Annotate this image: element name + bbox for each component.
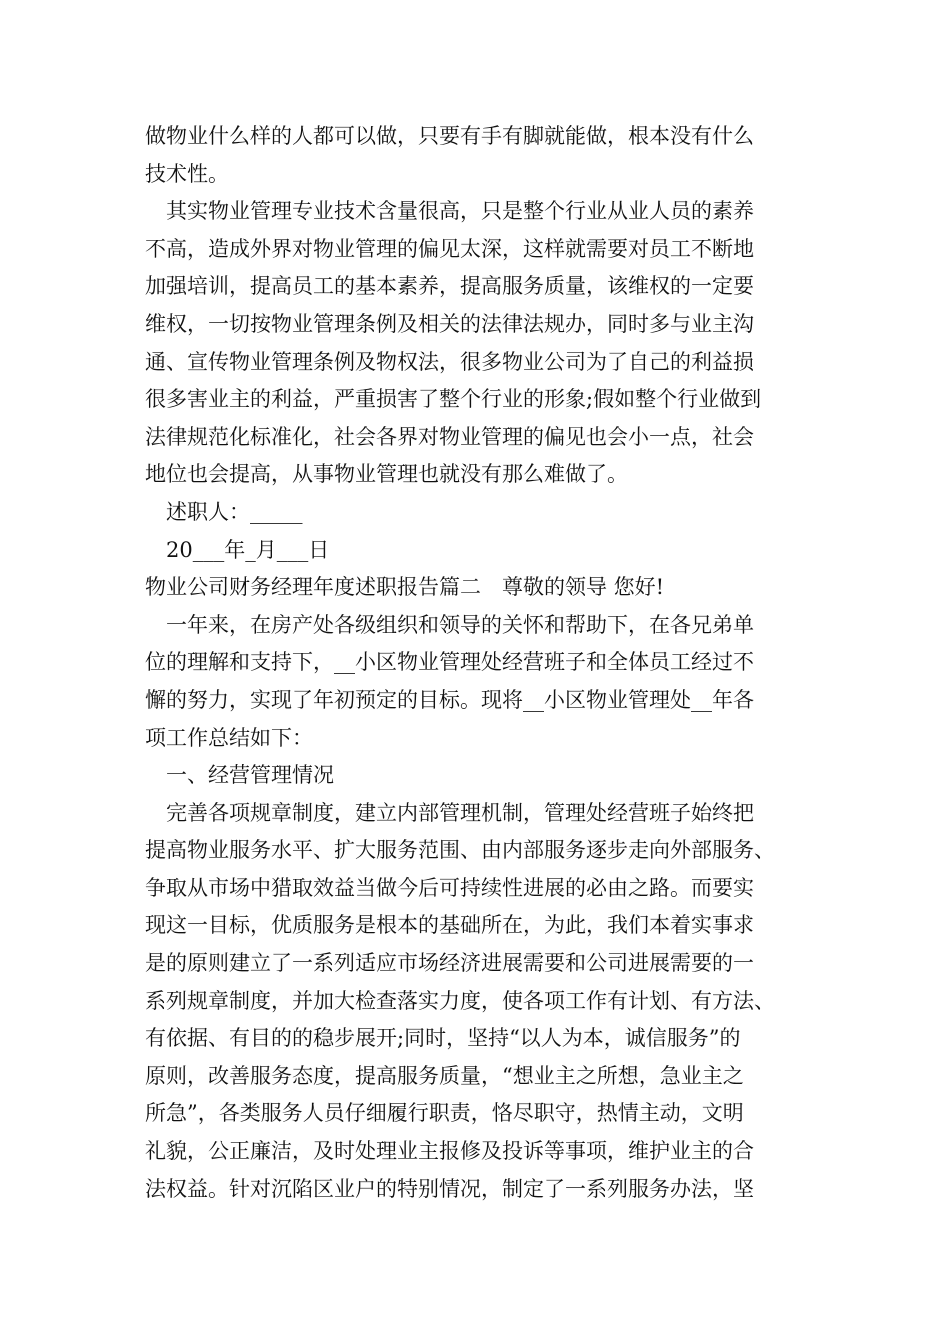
- text-line: 位的理解和支持下，__小区物业管理处经营班子和全体员工经过不: [145, 650, 754, 675]
- text-line: 通、宣传物业管理条例及物权法，很多物业公司为了自己的利益损: [145, 349, 754, 374]
- text-line: 争取从市场中猎取效益当做今后可持续性进展的必由之路。而要实: [145, 875, 754, 900]
- text-line: 懈的努力，实现了年初预定的目标。现将__小区物业管理处__年各: [145, 687, 754, 712]
- text-line: 法权益。针对沉陷区业户的特别情况，制定了一系列服务办法，坚: [145, 1176, 754, 1201]
- text-line: 加强培训，提高员工的基本素养，提高服务质量，该维权的一定要: [145, 274, 754, 299]
- signature-line: 述职人：_____: [166, 499, 303, 524]
- text-line: 项工作总结如下：: [145, 725, 313, 750]
- text-line: 做物业什么样的人都可以做，只要有手有脚就能做，根本没有什么: [145, 124, 754, 148]
- text-line: 原则，改善服务态度，提高服务质量，“想业主之所想，急业主之: [145, 1063, 744, 1088]
- text-line: 不高，造成外界对物业管理的偏见太深，这样就需要对员工不断地: [145, 236, 754, 261]
- section-title-line: 物业公司财务经理年度述职报告篇二 尊敬的领导 您好!: [145, 575, 665, 600]
- text-line: 技术性。: [145, 161, 229, 186]
- section-heading-line: 一、经营管理情况: [166, 763, 334, 788]
- text-line: 法律规范化标准化，社会各界对物业管理的偏见也会小一点，社会: [145, 424, 754, 449]
- paragraph-start-line: 完善各项规章制度，建立内部管理机制，管理处经营班子始终把: [166, 800, 754, 825]
- text-line: 提高物业服务水平、扩大服务范围、由内部服务逐步走向外部服务、: [145, 838, 775, 863]
- text-line: 礼貌，公正廉洁，及时处理业主报修及投诉等事项，维护业主的合: [145, 1139, 754, 1164]
- text-line: 地位也会提高，从事物业管理也就没有那么难做了。: [145, 462, 628, 487]
- text-line: 现这一目标，优质服务是根本的基础所在，为此，我们本着实事求: [145, 913, 754, 938]
- document-body: [145, 118, 835, 1208]
- paragraph-start-line: 一年来，在房产处各级组织和领导的关怀和帮助下，在各兄弟单: [166, 612, 754, 637]
- text-line: 很多害业主的利益，严重损害了整个行业的形象;假如整个行业做到: [145, 387, 762, 412]
- text-line: 系列规章制度，并加大检查落实力度，使各项工作有计划、有方法、: [145, 988, 775, 1013]
- text-line: 是的原则建立了一系列适应市场经济进展需要和公司进展需要的一: [145, 951, 754, 976]
- date-line: 20___年_月___日: [166, 537, 330, 562]
- text-line: 维权，一切按物业管理条例及相关的法律法规办，同时多与业主沟: [145, 311, 754, 336]
- paragraph-start-line: 其实物业管理专业技术含量很高，只是整个行业从业人员的素养: [166, 199, 754, 224]
- text-line: 所急”，各类服务人员仔细履行职责，恪尽职守，热情主动，文明: [145, 1101, 744, 1126]
- text-line: 有依据、有目的的稳步展开;同时，坚持“以人为本，诚信服务”的: [145, 1026, 741, 1051]
